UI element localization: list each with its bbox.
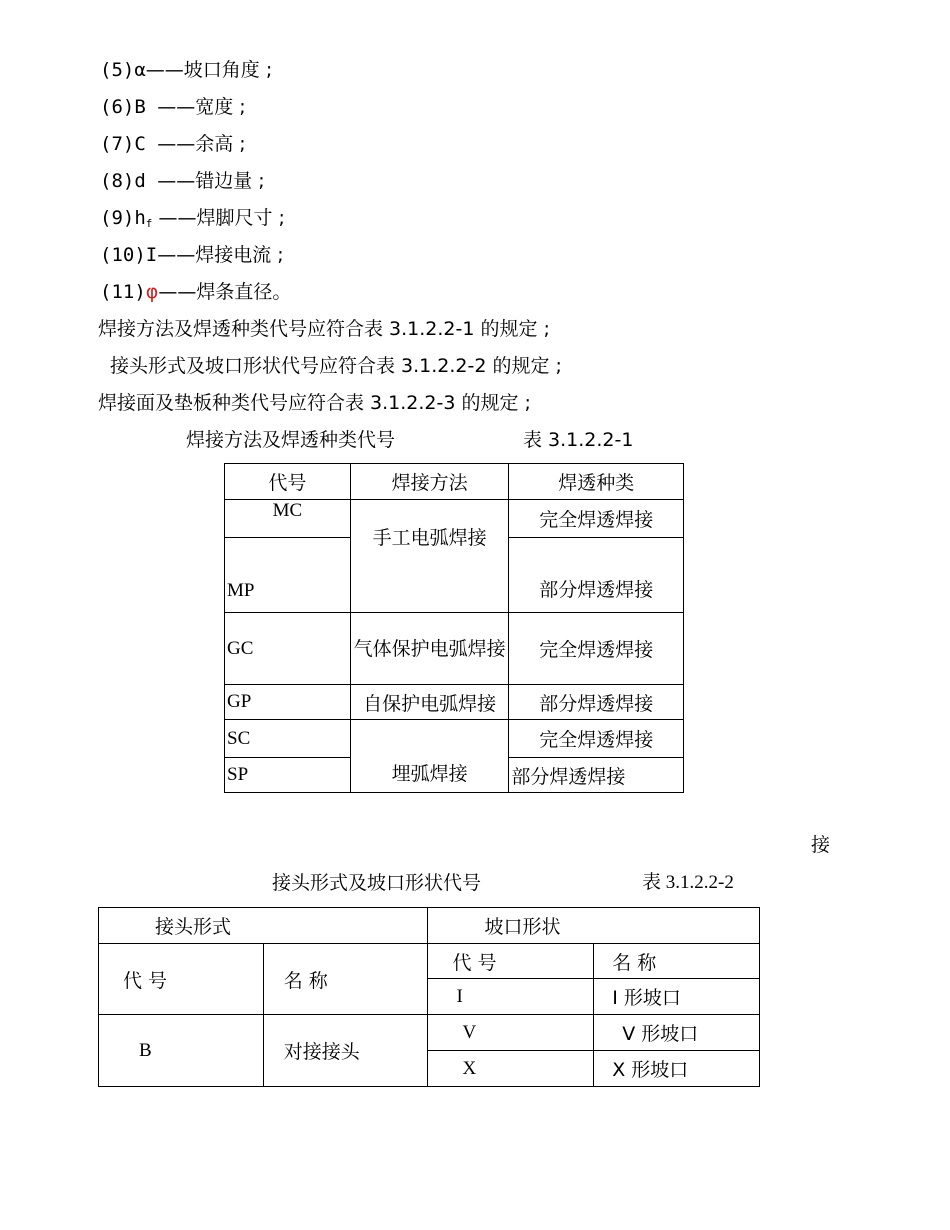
header-code: 代号: [225, 464, 351, 500]
paragraph-joint-rule: 接头形式及坡口形状代号应符合表 3.1.2.2-2 的规定 ;: [110, 355, 562, 377]
method-cell: 自保护电弧焊接: [350, 685, 509, 720]
groove-name-cell: V 形坡口: [594, 1015, 760, 1051]
groove-code-cell: I: [428, 979, 594, 1015]
joint-code-cell: B: [99, 1015, 264, 1087]
joint-name-cell: 对接接头: [263, 1015, 428, 1087]
definition-text: 焊接电流 ;: [195, 244, 284, 266]
groove-name-cell: X 形坡口: [594, 1051, 760, 1087]
table1-caption-number: 表 3.1.2.2-1: [523, 429, 634, 451]
code-cell: SP: [225, 758, 351, 793]
definition-9: [100, 206, 285, 236]
type-cell: 部分焊透焊接: [509, 685, 684, 720]
table-row: [225, 500, 684, 538]
method-cell: [350, 500, 509, 613]
paragraph-method-rule: 焊接方法及焊透种类代号应符合表 3.1.2.2-1 的规定 ;: [98, 318, 550, 340]
groove-code-header: 代 号: [428, 944, 594, 979]
definition-symbol: d: [134, 170, 158, 192]
table-row: [225, 685, 684, 720]
table-header-row: [225, 464, 684, 500]
definition-separator: ——: [157, 96, 196, 118]
groove-code-cell: X: [428, 1051, 594, 1087]
definition-text: 坡口角度 ;: [183, 59, 273, 81]
definition-number: (10): [100, 244, 146, 266]
code-cell: MP: [225, 538, 351, 613]
definition-number: (6): [100, 96, 135, 118]
type-cell: 部分焊透焊接: [509, 758, 684, 793]
definition-symbol: h: [134, 207, 146, 229]
type-cell: 完全焊透焊接: [509, 613, 684, 685]
type-cell: 完全焊透焊接: [509, 500, 684, 538]
stray-character: 接: [811, 834, 831, 856]
code-cell: GC: [225, 613, 351, 685]
table1-caption-title: 焊接方法及焊透种类代号: [186, 429, 396, 451]
definition-separator: ——: [158, 281, 197, 303]
definition-6: [100, 95, 246, 119]
header-method: 焊接方法: [350, 464, 509, 500]
definition-separator: ——: [157, 244, 196, 266]
table-row: [225, 613, 684, 685]
group-joint-header: 接头形式: [99, 908, 428, 944]
header-penetration: 焊透种类: [509, 464, 684, 500]
definition-symbol: C: [134, 133, 158, 155]
code-cell: SC: [225, 720, 351, 758]
table-group-header-row: [99, 908, 760, 944]
definition-symbol: B: [134, 96, 158, 118]
definition-text: 宽度 ;: [195, 96, 246, 118]
table2-caption-title: 接头形式及坡口形状代号: [272, 872, 482, 894]
definition-text: 余高 ;: [195, 133, 246, 155]
groove-name-cell: I 形坡口: [594, 979, 760, 1015]
joint-groove-table: [98, 907, 760, 1087]
code-cell: GP: [225, 685, 351, 720]
paragraph-surface-rule: 焊接面及垫板种类代号应符合表 3.1.2.2-3 的规定 ;: [98, 392, 531, 414]
groove-code-cell: V: [428, 1015, 594, 1051]
method-cell: 气体保护电弧焊接: [350, 613, 509, 685]
definition-separator: ——: [152, 207, 197, 229]
definition-8: [100, 169, 265, 193]
definition-symbol: I: [145, 244, 158, 266]
definition-subscript: f: [145, 217, 153, 230]
definition-separator: ——: [157, 133, 196, 155]
definition-number: (5): [100, 59, 135, 81]
definition-separator: ——: [157, 170, 196, 192]
joint-name-header: 名 称: [263, 944, 428, 1015]
table-row: [225, 720, 684, 758]
diameter-symbol: φ: [145, 281, 159, 303]
definition-number: (9): [100, 207, 135, 229]
table-subheader-row: [99, 944, 760, 979]
definition-symbol: α: [134, 59, 146, 81]
definition-number: (11): [100, 281, 146, 303]
definition-number: (8): [100, 170, 135, 192]
definition-7: [100, 132, 246, 156]
type-cell: 完全焊透焊接: [509, 720, 684, 758]
definition-5: [100, 58, 272, 82]
method-cell: 埋弧焊接: [350, 720, 509, 793]
welding-method-table: [224, 463, 684, 793]
table2-caption-number: 表 3.1.2.2-2: [642, 872, 734, 893]
definition-text: 焊脚尺寸 ;: [196, 207, 285, 229]
code-cell: MC: [225, 500, 351, 538]
definition-11: [100, 280, 291, 304]
table-row: [99, 1015, 760, 1051]
groove-name-header: 名 称: [594, 944, 760, 979]
definition-10: [100, 243, 284, 267]
definition-number: (7): [100, 133, 135, 155]
definition-text: 焊条直径。: [196, 281, 292, 303]
type-cell: 部分焊透焊接: [509, 538, 684, 613]
definition-separator: ——: [145, 59, 184, 81]
joint-code-header: 代 号: [99, 944, 264, 1015]
method-text: 手工电弧焊接: [372, 526, 487, 549]
group-groove-header: 坡口形状: [428, 908, 760, 944]
definition-text: 错边量 ;: [195, 170, 265, 192]
